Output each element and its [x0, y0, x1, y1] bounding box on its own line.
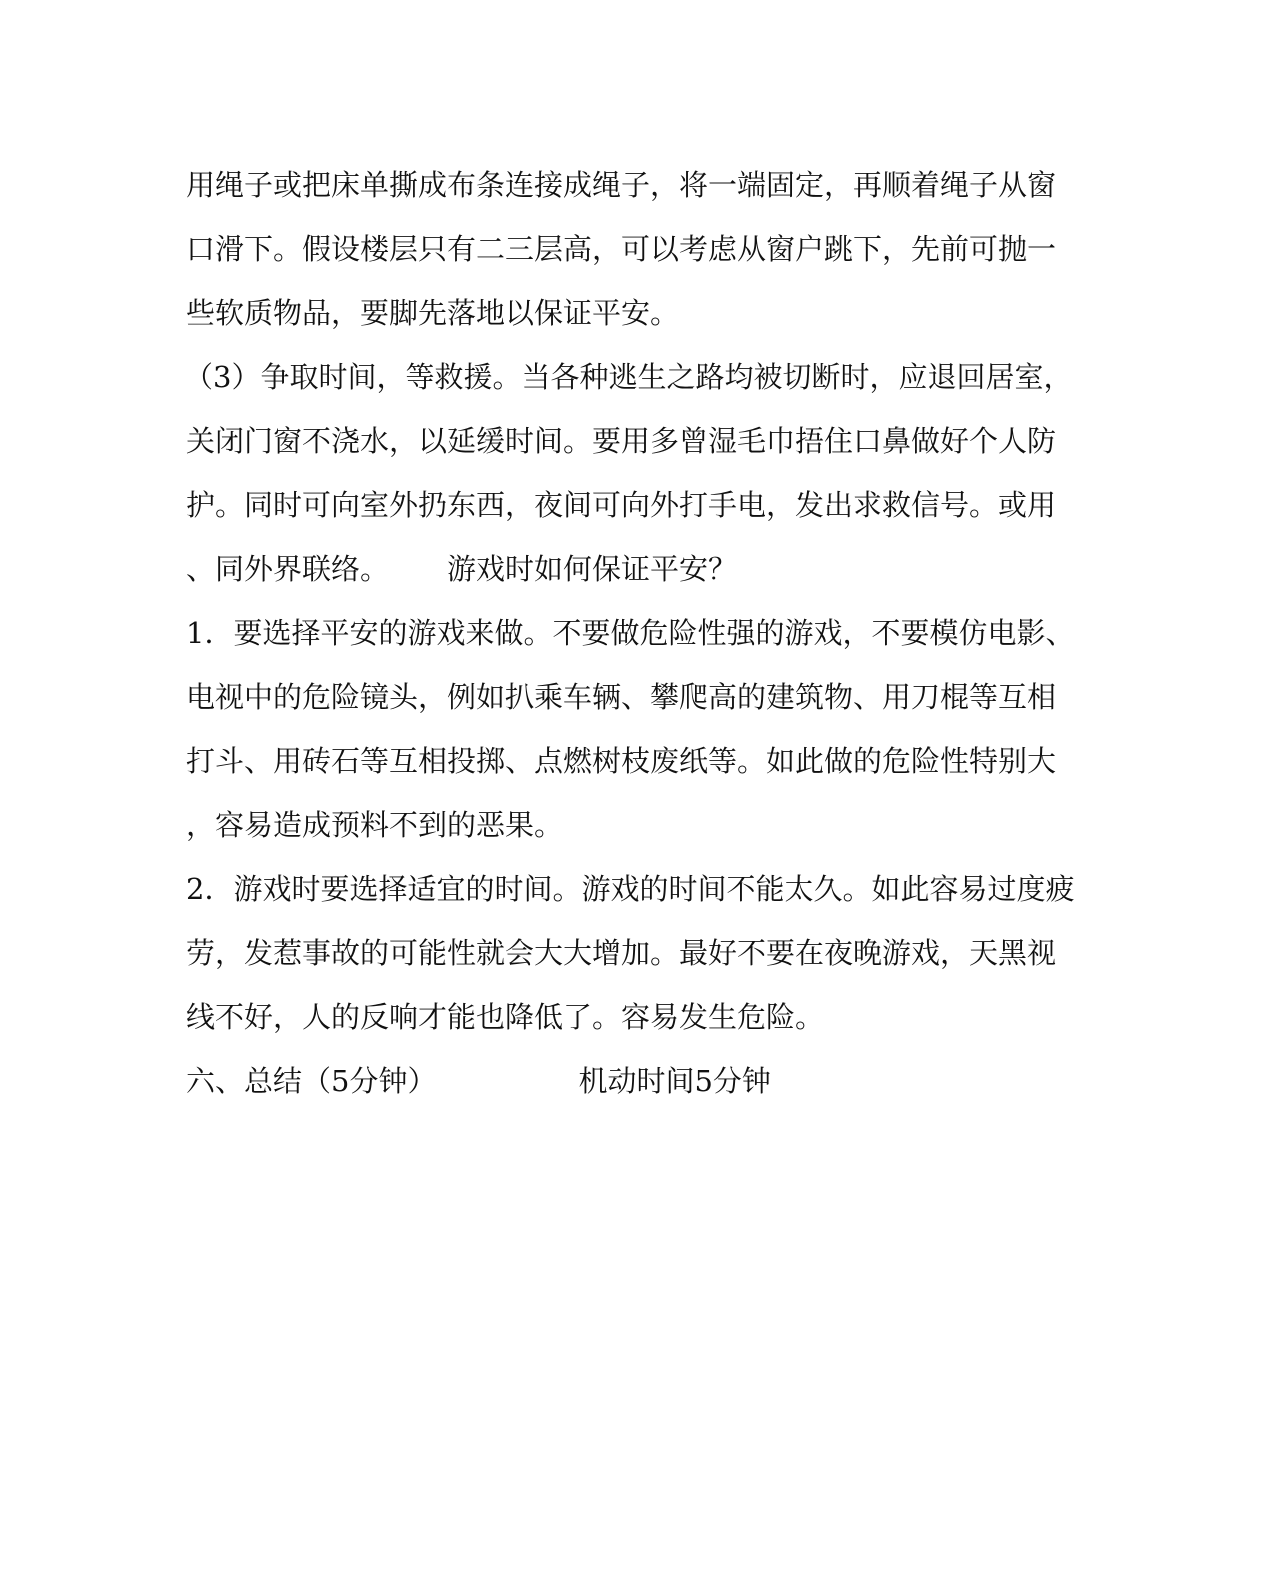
paragraph-line: 护。同时可向室外扔东西，夜间可向外打手电，发出求救信号。或用 — [186, 488, 1057, 522]
paragraph-line: 打斗、用砖石等互相投掷、点燃树枝废纸等。如此做的危险性特别大 — [186, 744, 1057, 778]
paragraph-line: （3）争取时间，等救援。当各种逃生之路均被切断时，应退回居室， — [184, 360, 1073, 394]
flex-time-text: 机动时间5分钟 — [578, 1064, 771, 1098]
paragraph-line — [186, 549, 1086, 589]
paragraph-line: 关闭门窗不浇水，以延缓时间。要用多曾湿毛巾捂住口鼻做好个人防 — [186, 424, 1057, 458]
line-text: 、同外界联络。 — [186, 552, 390, 586]
paragraph-line: 用绳子或把床单撕成布条连接成绳子，将一端固定，再顺着绳子从窗 — [186, 168, 1057, 202]
paragraph-line: 2．游戏时要选择适宜的时间。游戏的时间不能太久。如此容易过度疲 — [186, 872, 1075, 906]
paragraph-line: 电视中的危险镜头，例如扒乘车辆、攀爬高的建筑物、用刀棍等互相 — [186, 680, 1057, 714]
paragraph-line: 1．要选择平安的游戏来做。不要做危险性强的游戏，不要模仿电影、 — [186, 616, 1075, 650]
paragraph-line: 劳，发惹事故的可能性就会大大增加。最好不要在夜晚游戏，天黑视 — [186, 936, 1057, 970]
paragraph-line: 线不好，人的反响才能也降低了。容易发生危险。 — [186, 1000, 825, 1034]
section-heading: 游戏时如何保证平安？ — [447, 552, 738, 586]
paragraph-line: 口滑下。假设楼层只有二三层高，可以考虑从窗户跳下，先前可抛一 — [186, 232, 1057, 266]
summary-line — [186, 1061, 1086, 1101]
paragraph-line: 些软质物品，要脚先落地以保证平安。 — [186, 296, 680, 330]
paragraph-line: ，容易造成预料不到的恶果。 — [186, 808, 564, 842]
summary-heading: 六、总结（5分钟） — [186, 1064, 437, 1098]
